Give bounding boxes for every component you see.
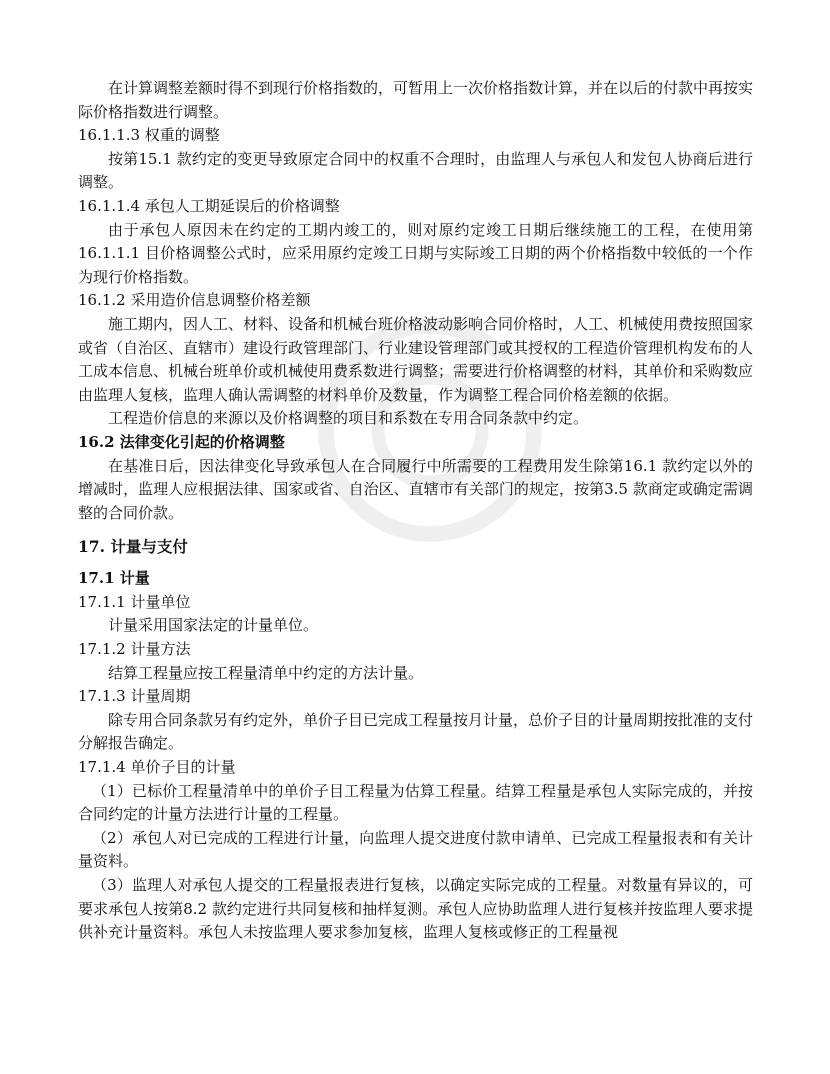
paragraph-item-1: （1）已标价工程量清单中的单价子目工程量为估算工程量。结算工程量是承包人实际完成的，并按合同约定的计量方法进行计量的工程量。 (78, 781, 753, 824)
heading-16-1-1-4: 16.1.1.4 承包人工期延误后的价格调整 (78, 196, 340, 215)
heading-17-1-1: 17.1.1 计量单位 (78, 592, 191, 611)
heading-16-2: 16.2 法律变化引起的价格调整 (78, 432, 285, 451)
heading-17-1: 17.1 计量 (78, 569, 150, 588)
paragraph-item-3: （3）监理人对承包人提交的工程量报表进行复核，以确定实际完成的工程量。对数量有异议的，可要求承包人按第8.2 款约定进行共同复核和抽样复测。承包人应协助监理人进行复核并按监理人要求提供补充计量资料。承包人未按监理人要求参加复核，监理人复核或修正的工程量视 (78, 876, 753, 942)
paragraph-item-2: （2）承包人对已完成的工程进行计量，向监理人提交进度付款申请单、已完成工程量报表和有关计量资料。 (78, 828, 753, 871)
paragraph-measure-method: 结算工程量应按工程量清单中约定的方法计量。 (108, 663, 424, 682)
paragraph-measure-unit: 计量采用国家法定的计量单位。 (108, 616, 319, 635)
heading-17-1-2: 17.1.2 计量方法 (78, 640, 191, 659)
heading-17: 17. 计量与支付 (78, 537, 188, 557)
heading-17-1-4: 17.1.4 单价子目的计量 (78, 758, 236, 777)
paragraph-cost-info-adjustment: 施工期内，因人工、材料、设备和机械台班价格波动影响合同价格时，人工、机械使用费按照国家或省（自治区、直辖市）建设行政管理部门、行业建设管理部门或其授权的工程造价管理机构发布的人工成本信息、机械台班单价或机械使用费系数进行调整；需要进行价格调整的材料，其单价和采购数应由监理人复核，监理人确认需调整的材料单价及数量，作为调整工程合同价格差额的依据。 (78, 314, 754, 404)
paragraph-measure-period: 除专用合同条款另有约定外，单价子目已完成工程量按月计量，总价子目的计量周期按批准的支付分解报告确定。 (78, 710, 754, 753)
paragraph-weight-adjustment: 按第15.1 款约定的变更导致原定合同中的权重不合理时，由监理人与承包人和发包人协商后进行调整。 (78, 149, 753, 192)
paragraph-cost-info-source: 工程造价信息的来源以及价格调整的项目和系数在专用合同条款中约定。 (108, 409, 589, 428)
document-page (78, 77, 753, 945)
heading-16-1-2: 16.1.2 采用造价信息调整价格差额 (78, 291, 311, 310)
heading-17-1-3: 17.1.3 计量周期 (78, 687, 191, 706)
heading-16-1-1-3: 16.1.1.3 权重的调整 (78, 126, 220, 145)
paragraph-law-change: 在基准日后，因法律变化导致承包人在合同履行中所需要的工程费用发生除第16.1 款约定以外的增减时，监理人应根据法律、国家或省、自治区、直辖市有关部门的规定，按第3.5 款商定或确定需调整的合同价款。 (78, 456, 753, 522)
paragraph-delay-adjustment: 由于承包人原因未在约定的工期内竣工的，则对原约定竣工日期后继续施工的工程，在使用第16.1.1.1 目价格调整公式时，应采用原约定竣工日期与实际竣工日期的两个价格指数中较低的一个作为现行价格指数。 (78, 220, 753, 286)
paragraph-price-index-fallback: 在计算调整差额时得不到现行价格指数的，可暂用上一次价格指数计算，并在以后的付款中再按实际价格指数进行调整。 (78, 79, 754, 121)
